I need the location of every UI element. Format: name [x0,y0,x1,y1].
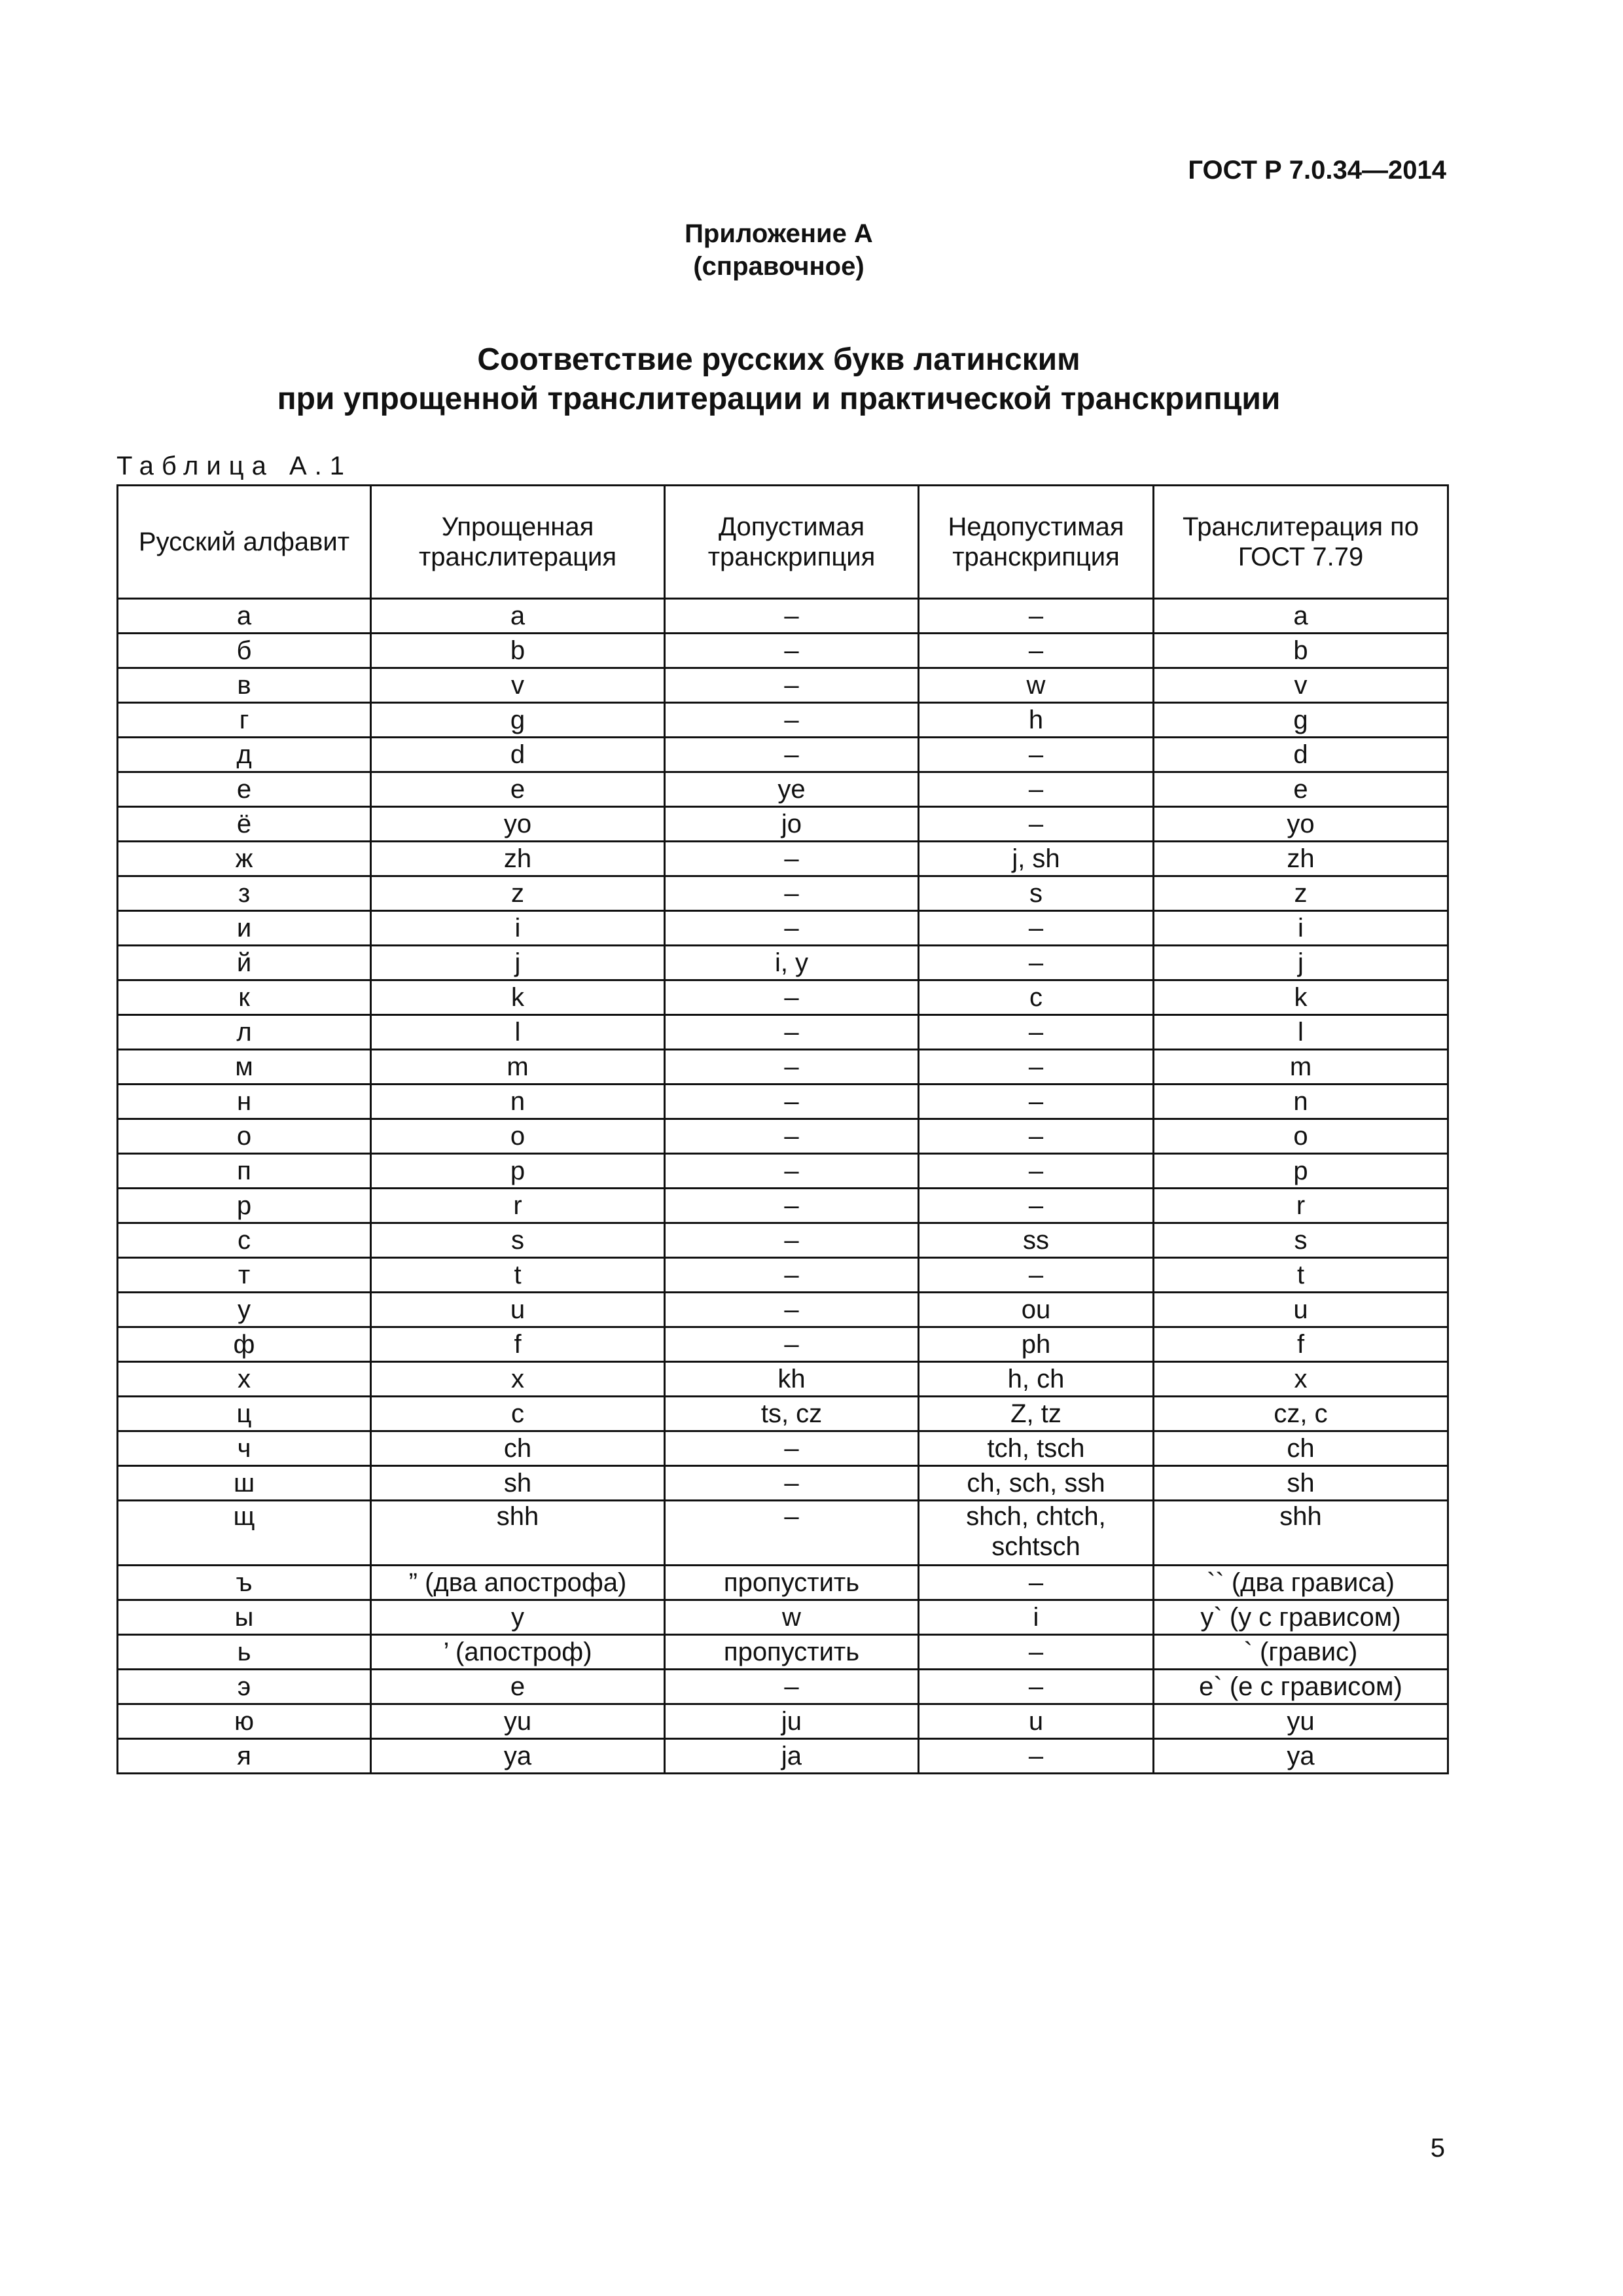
cell-disallowed: – [919,1670,1154,1704]
document-title [0,340,1558,419]
cell-gost: x [1154,1362,1448,1397]
cell-russian-letter: г [118,703,371,738]
cell-disallowed: c [919,980,1154,1015]
cell-allowed: jo [665,807,919,842]
cell-simplified: j [371,946,665,980]
table-row [118,980,1448,1015]
cell-gost: n [1154,1085,1448,1119]
cell-simplified: ch [371,1431,665,1466]
table-row [118,1670,1448,1704]
cell-simplified: o [371,1119,665,1154]
cell-allowed: – [665,1189,919,1223]
cell-gost: p [1154,1154,1448,1189]
cell-gost: f [1154,1327,1448,1362]
cell-russian-letter: е [118,772,371,807]
cell-russian-letter: и [118,911,371,946]
cell-disallowed: – [919,1566,1154,1600]
table-row [118,1704,1448,1739]
cell-gost: e [1154,772,1448,807]
header-disallowed-transcription: Недопустимая транскрипция [919,486,1154,599]
table-row [118,599,1448,634]
appendix-title: Приложение А [685,219,873,248]
cell-simplified: v [371,668,665,703]
table-row [118,911,1448,946]
cell-simplified: k [371,980,665,1015]
table-row [118,1154,1448,1189]
cell-russian-letter: у [118,1293,371,1327]
cell-allowed: пропустить [665,1635,919,1670]
cell-disallowed: – [919,738,1154,772]
cell-russian-letter: ь [118,1635,371,1670]
cell-simplified: shh [371,1501,665,1566]
cell-allowed: – [665,1431,919,1466]
cell-simplified: z [371,876,665,911]
cell-disallowed: h [919,703,1154,738]
cell-allowed: – [665,1466,919,1501]
cell-disallowed: – [919,1189,1154,1223]
cell-disallowed: ch, sch, ssh [919,1466,1154,1501]
cell-disallowed: h, ch [919,1362,1154,1397]
cell-disallowed: ph [919,1327,1154,1362]
cell-gost: zh [1154,842,1448,876]
cell-simplified: d [371,738,665,772]
cell-gost: m [1154,1050,1448,1085]
cell-simplified: ” (два апострофа) [371,1566,665,1600]
cell-disallowed: – [919,1739,1154,1774]
cell-disallowed: – [919,772,1154,807]
cell-gost: l [1154,1015,1448,1050]
cell-simplified: t [371,1258,665,1293]
cell-allowed: пропустить [665,1566,919,1600]
cell-allowed: – [665,1258,919,1293]
cell-russian-letter: о [118,1119,371,1154]
table-row [118,703,1448,738]
cell-allowed: – [665,1154,919,1189]
cell-simplified: g [371,703,665,738]
cell-gost: v [1154,668,1448,703]
header-gost-transliteration: Транслитерация по ГОСТ 7.79 [1154,486,1448,599]
cell-russian-letter: ю [118,1704,371,1739]
cell-allowed: – [665,1293,919,1327]
appendix-heading [0,217,1558,283]
cell-allowed: – [665,876,919,911]
cell-russian-letter: к [118,980,371,1015]
cell-allowed: – [665,668,919,703]
table-row [118,1223,1448,1258]
table-row [118,1293,1448,1327]
cell-gost: cz, c [1154,1397,1448,1431]
cell-gost: ` (гравис) [1154,1635,1448,1670]
cell-allowed: – [665,1670,919,1704]
cell-russian-letter: т [118,1258,371,1293]
cell-russian-letter: ъ [118,1566,371,1600]
cell-gost: s [1154,1223,1448,1258]
table-row [118,1119,1448,1154]
page-number: 5 [1430,2134,1445,2162]
table-row [118,1466,1448,1501]
cell-simplified: l [371,1015,665,1050]
cell-gost: d [1154,738,1448,772]
table-header-row [118,486,1448,599]
table-row [118,634,1448,668]
cell-simplified: c [371,1397,665,1431]
cell-disallowed: shch, chtch, schtsch [919,1501,1154,1566]
cell-simplified: yo [371,807,665,842]
header-russian-alphabet: Русский алфавит [118,486,371,599]
cell-allowed: – [665,1223,919,1258]
cell-russian-letter: д [118,738,371,772]
document-title-line-2: при упрощенной транслитерации и практической транскрипции [277,382,1281,416]
cell-simplified: b [371,634,665,668]
cell-simplified: sh [371,1466,665,1501]
transliteration-table [116,484,1449,1774]
cell-allowed: – [665,1015,919,1050]
cell-simplified: m [371,1050,665,1085]
cell-allowed: – [665,980,919,1015]
table-row [118,1189,1448,1223]
cell-russian-letter: ф [118,1327,371,1362]
table-row [118,1050,1448,1085]
cell-russian-letter: п [118,1154,371,1189]
cell-russian-letter: л [118,1015,371,1050]
table-row [118,1600,1448,1635]
cell-allowed: ju [665,1704,919,1739]
cell-allowed: ja [665,1739,919,1774]
cell-simplified: r [371,1189,665,1223]
cell-gost: yu [1154,1704,1448,1739]
cell-simplified: ya [371,1739,665,1774]
cell-simplified: e [371,1670,665,1704]
cell-simplified: zh [371,842,665,876]
table-row [118,1397,1448,1431]
table-row [118,1501,1448,1566]
cell-allowed: – [665,1119,919,1154]
cell-disallowed: w [919,668,1154,703]
cell-allowed: ts, cz [665,1397,919,1431]
cell-gost: g [1154,703,1448,738]
cell-simplified: y [371,1600,665,1635]
table-row [118,1566,1448,1600]
cell-gost: sh [1154,1466,1448,1501]
header-simplified-transliteration: Упрощенная транслитерация [371,486,665,599]
cell-allowed: – [665,1327,919,1362]
cell-simplified: i [371,911,665,946]
cell-allowed: – [665,911,919,946]
cell-disallowed: Z, tz [919,1397,1154,1431]
standard-code: ГОСТ Р 7.0.34—2014 [1188,156,1446,185]
cell-russian-letter: м [118,1050,371,1085]
cell-disallowed: – [919,911,1154,946]
cell-gost: ch [1154,1431,1448,1466]
cell-gost: yo [1154,807,1448,842]
cell-russian-letter: я [118,1739,371,1774]
table-row [118,668,1448,703]
cell-disallowed: – [919,1258,1154,1293]
document-title-line-1: Соответствие русских букв латинским [477,342,1080,377]
cell-gost: ya [1154,1739,1448,1774]
table-row [118,1431,1448,1466]
cell-disallowed: i [919,1600,1154,1635]
table-row [118,946,1448,980]
cell-russian-letter: ы [118,1600,371,1635]
cell-russian-letter: э [118,1670,371,1704]
cell-russian-letter: й [118,946,371,980]
cell-russian-letter: ё [118,807,371,842]
cell-allowed: – [665,599,919,634]
cell-gost: z [1154,876,1448,911]
cell-russian-letter: ц [118,1397,371,1431]
cell-allowed: – [665,634,919,668]
cell-russian-letter: х [118,1362,371,1397]
cell-russian-letter: з [118,876,371,911]
cell-gost: j [1154,946,1448,980]
cell-allowed: – [665,842,919,876]
cell-simplified: e [371,772,665,807]
table-row [118,738,1448,772]
cell-disallowed: – [919,946,1154,980]
cell-gost: a [1154,599,1448,634]
table-row [118,1015,1448,1050]
cell-simplified: ’ (апостроф) [371,1635,665,1670]
cell-gost: `` (два грависа) [1154,1566,1448,1600]
cell-disallowed: – [919,1635,1154,1670]
cell-gost: shh [1154,1501,1448,1566]
cell-allowed: – [665,1501,919,1566]
cell-russian-letter: ч [118,1431,371,1466]
cell-simplified: x [371,1362,665,1397]
cell-gost: i [1154,911,1448,946]
table-row [118,876,1448,911]
cell-allowed: – [665,703,919,738]
table-row [118,842,1448,876]
cell-russian-letter: р [118,1189,371,1223]
cell-disallowed: – [919,1154,1154,1189]
cell-disallowed: – [919,1050,1154,1085]
cell-disallowed: ou [919,1293,1154,1327]
table-row [118,807,1448,842]
cell-simplified: n [371,1085,665,1119]
header-allowed-transcription: Допустимая транскрипция [665,486,919,599]
table-label: Таблица А.1 [116,452,352,480]
cell-gost: r [1154,1189,1448,1223]
table-row [118,1327,1448,1362]
cell-allowed: – [665,1050,919,1085]
cell-russian-letter: н [118,1085,371,1119]
cell-russian-letter: ж [118,842,371,876]
cell-simplified: p [371,1154,665,1189]
cell-disallowed: – [919,1119,1154,1154]
cell-disallowed: j, sh [919,842,1154,876]
cell-gost: u [1154,1293,1448,1327]
table-row [118,1258,1448,1293]
cell-gost: y` (y с грависом) [1154,1600,1448,1635]
cell-russian-letter: а [118,599,371,634]
cell-allowed: w [665,1600,919,1635]
cell-gost: e` (e с грависом) [1154,1670,1448,1704]
cell-gost: k [1154,980,1448,1015]
cell-allowed: – [665,1085,919,1119]
table-row [118,1085,1448,1119]
cell-allowed: ye [665,772,919,807]
cell-simplified: yu [371,1704,665,1739]
cell-disallowed: s [919,876,1154,911]
cell-disallowed: u [919,1704,1154,1739]
cell-russian-letter: б [118,634,371,668]
table-row [118,1739,1448,1774]
cell-russian-letter: в [118,668,371,703]
cell-allowed: – [665,738,919,772]
cell-allowed: kh [665,1362,919,1397]
cell-disallowed: – [919,634,1154,668]
table-row [118,1635,1448,1670]
cell-disallowed: tch, tsch [919,1431,1154,1466]
cell-disallowed: – [919,807,1154,842]
cell-allowed: i, y [665,946,919,980]
cell-disallowed: ss [919,1223,1154,1258]
cell-gost: b [1154,634,1448,668]
cell-simplified: s [371,1223,665,1258]
cell-russian-letter: щ [118,1501,371,1566]
cell-disallowed: – [919,1085,1154,1119]
cell-disallowed: – [919,1015,1154,1050]
cell-simplified: u [371,1293,665,1327]
cell-simplified: a [371,599,665,634]
table-row [118,1362,1448,1397]
cell-russian-letter: ш [118,1466,371,1501]
cell-simplified: f [371,1327,665,1362]
cell-disallowed: – [919,599,1154,634]
cell-gost: o [1154,1119,1448,1154]
table-body [118,599,1448,1774]
table-row [118,772,1448,807]
cell-gost: t [1154,1258,1448,1293]
cell-russian-letter: с [118,1223,371,1258]
appendix-type: (справочное) [693,252,865,281]
